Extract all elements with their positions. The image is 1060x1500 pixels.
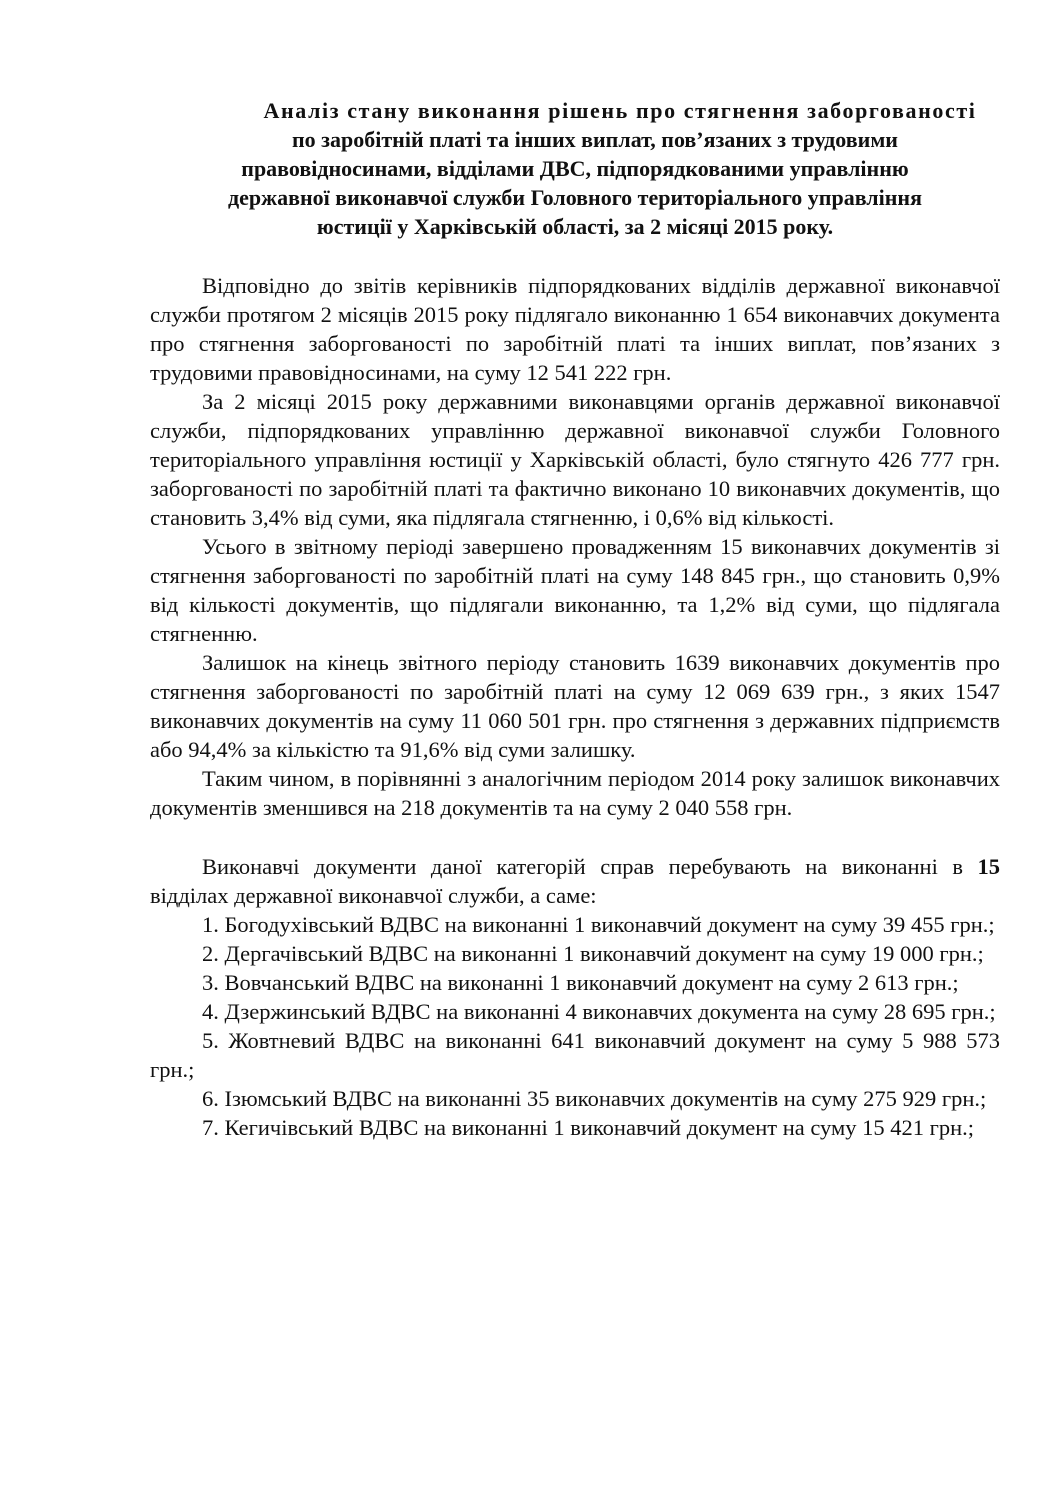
paragraph-departments-intro — [150, 852, 1000, 910]
paragraph-total-due: Відповідно до звітів керівників підпорядкованих відділів державної виконавчої служби протягом 2 місяців 2015 року підлягало виконанню 1 654 виконавчих документа про стягнення заборгованості по заробітній платі та інших виплат, пов’язаних з трудовими правовідносинами, на суму 12 541 222 грн. — [150, 273, 1000, 385]
intro-text-before: Виконавчі документи даної категорій справ перебувають на виконанні в — [202, 854, 963, 879]
title-line: Аналіз стану виконання рішень про стягнення заборгованості — [263, 98, 977, 123]
list-item-kehychivka: 7. Кегичівський ВДВС на виконанні 1 виконавчий документ на суму 15 421 грн.; — [202, 1115, 975, 1140]
list-item-derhachi: 2. Дергачівський ВДВС на виконанні 1 виконавчий документ на суму 19 000 грн.; — [202, 941, 984, 966]
title-line: державної виконавчої служби Головного територіального управління — [228, 185, 922, 210]
paragraph-completed: Усього в звітному періоді завершено провадженням 15 виконавчих документів зі стягнення заборгованості по заробітній платі на суму 148 845 грн., що становить 0,9% від кількості документів, що підлягали виконанню, та 1,2% від суми, що підлягала стягненню. — [150, 534, 1000, 646]
document-title — [150, 96, 1000, 241]
title-line: юстиції у Харківській області, за 2 місяці 2015 року. — [316, 214, 834, 239]
list-item-zhovtnevyi: 5. Жовтневий ВДВС на виконанні 641 виконавчий документ на суму 5 988 573 грн.; — [150, 1028, 1000, 1082]
paragraph-collected: За 2 місяці 2015 року державними виконавцями органів державної виконавчої служби, підпорядкованих управлінню державної виконавчої служби Головного територіального управління юстиції у Харківській області, було стягнуто 426 777 грн. заборгованості по заробітній платі та фактично виконано 10 виконавчих документів, що становить 3,4% від суми, яка підлягала стягненню, і 0,6% від кількості. — [150, 389, 1000, 530]
document-body — [150, 271, 1000, 1142]
intro-text-after: відділах державної виконавчої служби, а саме: — [150, 883, 597, 908]
paragraph-comparison: Таким чином, в порівнянні з аналогічним періодом 2014 року залишок виконавчих документів зменшився на 218 документів та на суму 2 040 558 грн. — [150, 766, 1000, 820]
document-page — [150, 96, 1000, 1142]
title-line: по заробітній платі та інших виплат, пов’язаних з трудовими — [292, 127, 898, 152]
list-item-dzerzhynsk: 4. Дзержинський ВДВС на виконанні 4 виконавчих документа на суму 28 695 грн.; — [202, 999, 996, 1024]
department-count: 15 — [977, 854, 1000, 879]
list-item-vovchansk: 3. Вовчанський ВДВС на виконанні 1 виконавчий документ на суму 2 613 грн.; — [202, 970, 959, 995]
paragraph-remaining: Залишок на кінець звітного періоду становить 1639 виконавчих документів про стягнення заборгованості по заробітній платі на суму 12 069 639 грн., з яких 1547 виконавчих документів на суму 11 060 501 грн. про стягнення з державних підприємств або 94,4% за кількістю та 91,6% від суми залишку. — [150, 650, 1000, 762]
title-line: правовідносинами, відділами ДВС, підпорядкованими управлінню — [241, 156, 909, 181]
list-item-izium: 6. Ізюмський ВДВС на виконанні 35 виконавчих документів на суму 275 929 грн.; — [202, 1086, 987, 1111]
list-item-bohodukhiv: 1. Богодухівський ВДВС на виконанні 1 виконавчий документ на суму 39 455 грн.; — [202, 912, 995, 937]
